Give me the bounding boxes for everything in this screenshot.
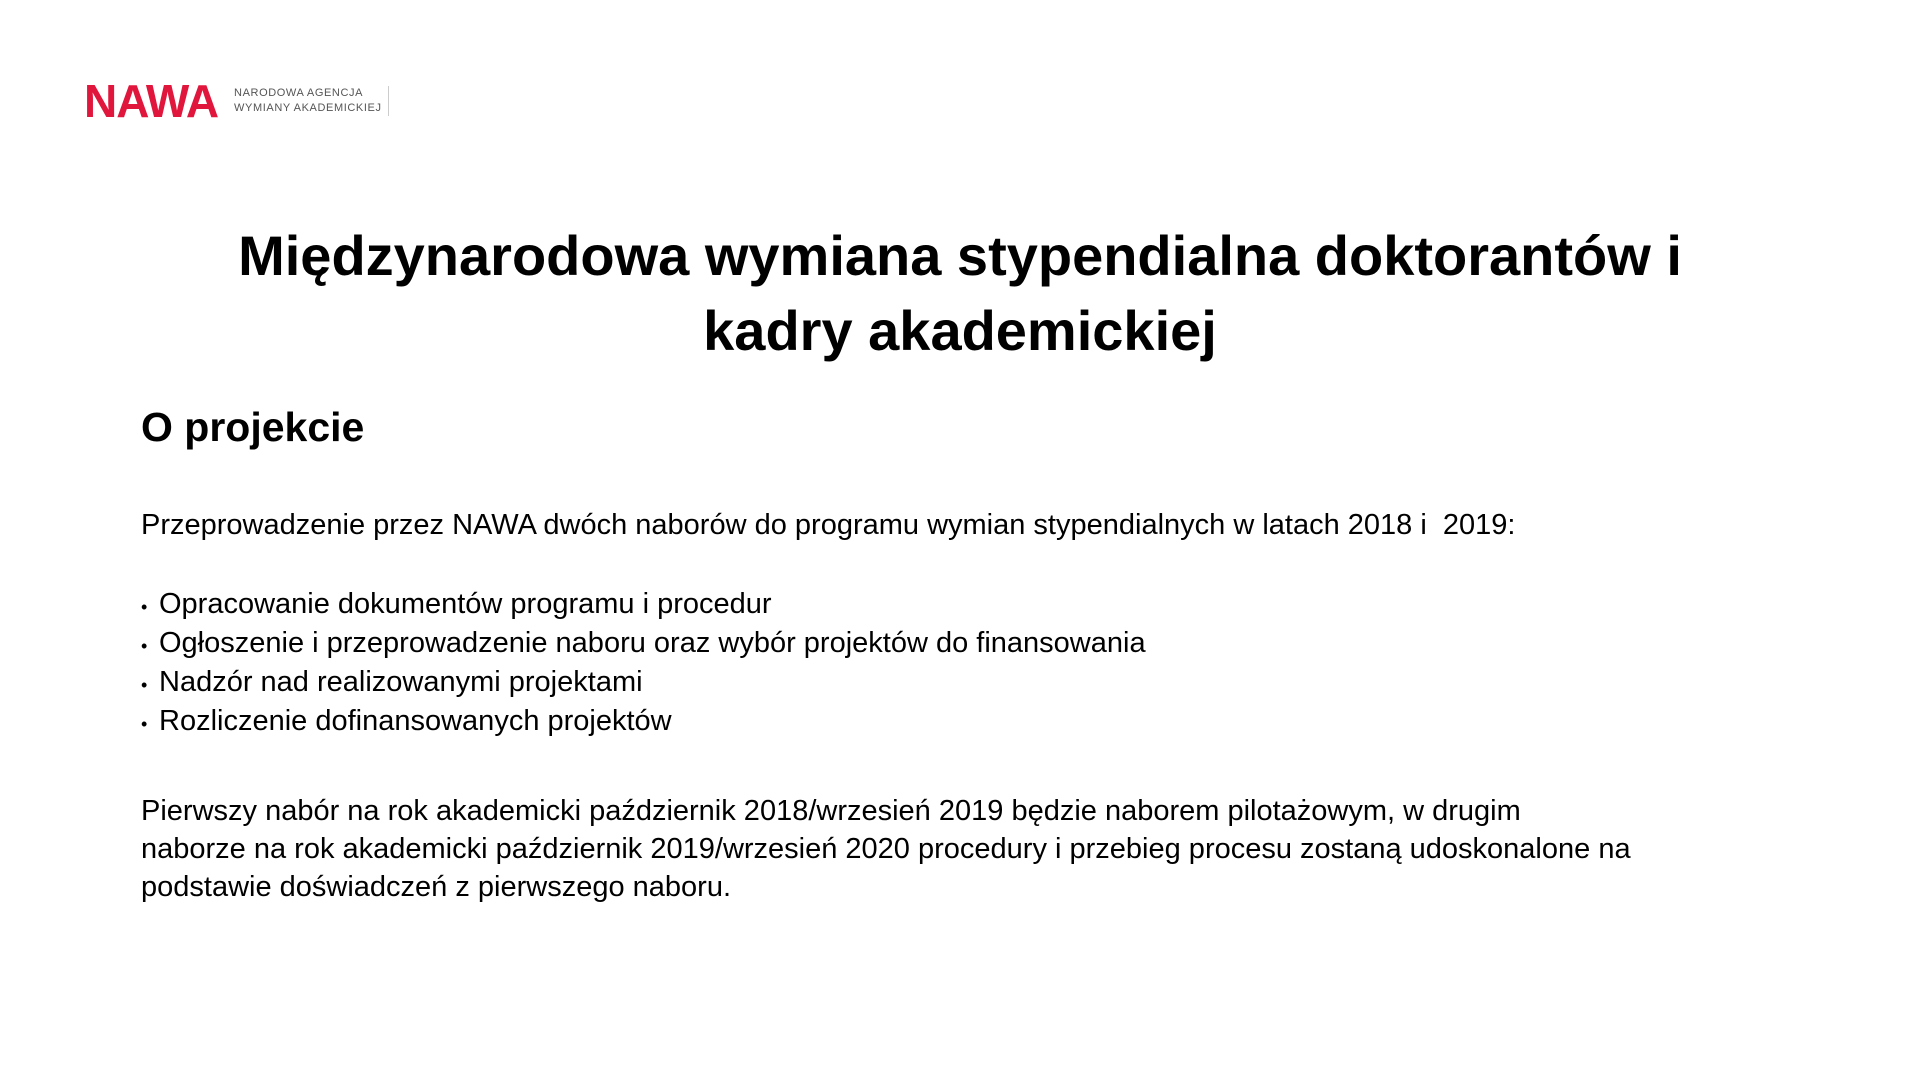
list-item xyxy=(141,624,1146,663)
list-item-text: Rozliczenie dofinansowanych projektów xyxy=(159,705,672,737)
body-paragraph xyxy=(141,792,1821,906)
paragraph-line: podstawie doświadczeń z pierwszego naboru. xyxy=(141,871,732,903)
list-item-text: Opracowanie dokumentów programu i procedur xyxy=(159,588,772,620)
slide-title xyxy=(120,218,1800,368)
logo-letter: A xyxy=(116,75,146,127)
section-heading: O projekcie xyxy=(141,404,365,450)
list-item-text: Nadzór nad realizowanymi projektami xyxy=(159,666,643,698)
bullet-icon: • xyxy=(141,636,148,656)
logo-letter: A xyxy=(185,75,219,127)
bullet-icon: • xyxy=(141,675,148,695)
nawa-logo xyxy=(84,75,389,127)
bullet-list xyxy=(141,585,1146,741)
logo-subtitle-line1: NARODOWA AGENCJA xyxy=(234,87,364,99)
slide-title-line2: kadry akademickiej xyxy=(703,299,1217,362)
list-item xyxy=(141,702,1146,741)
bullet-icon: • xyxy=(141,597,148,617)
list-item xyxy=(141,585,1146,624)
intro-text: Przeprowadzenie przez NAWA dwóch naborów do programu wymian stypendialnych w latach 2018 i 2019: xyxy=(141,509,1516,541)
list-item-text: Ogłoszenie i przeprowadzenie naboru oraz wybór projektów do finansowania xyxy=(159,627,1146,659)
slide-title-line1: Międzynarodowa wymiana stypendialna doktorantów i xyxy=(238,224,1682,287)
logo-subtitle xyxy=(234,86,389,116)
logo-subtitle-line2: WYMIANY AKADEMICKIEJ xyxy=(234,102,382,114)
bullet-icon: • xyxy=(141,714,148,734)
paragraph-line: Pierwszy nabór na rok akademicki październik 2018/wrzesień 2019 będzie naborem pilotażowym, w drugim xyxy=(141,795,1521,827)
paragraph-line: naborze na rok akademicki październik 2019/wrzesień 2020 procedury i przebieg procesu zostaną udoskonalone na xyxy=(141,833,1631,865)
logo-letter: W xyxy=(145,75,186,127)
logo-letter: N xyxy=(84,75,117,127)
logo-wordmark xyxy=(84,75,219,127)
list-item xyxy=(141,663,1146,702)
